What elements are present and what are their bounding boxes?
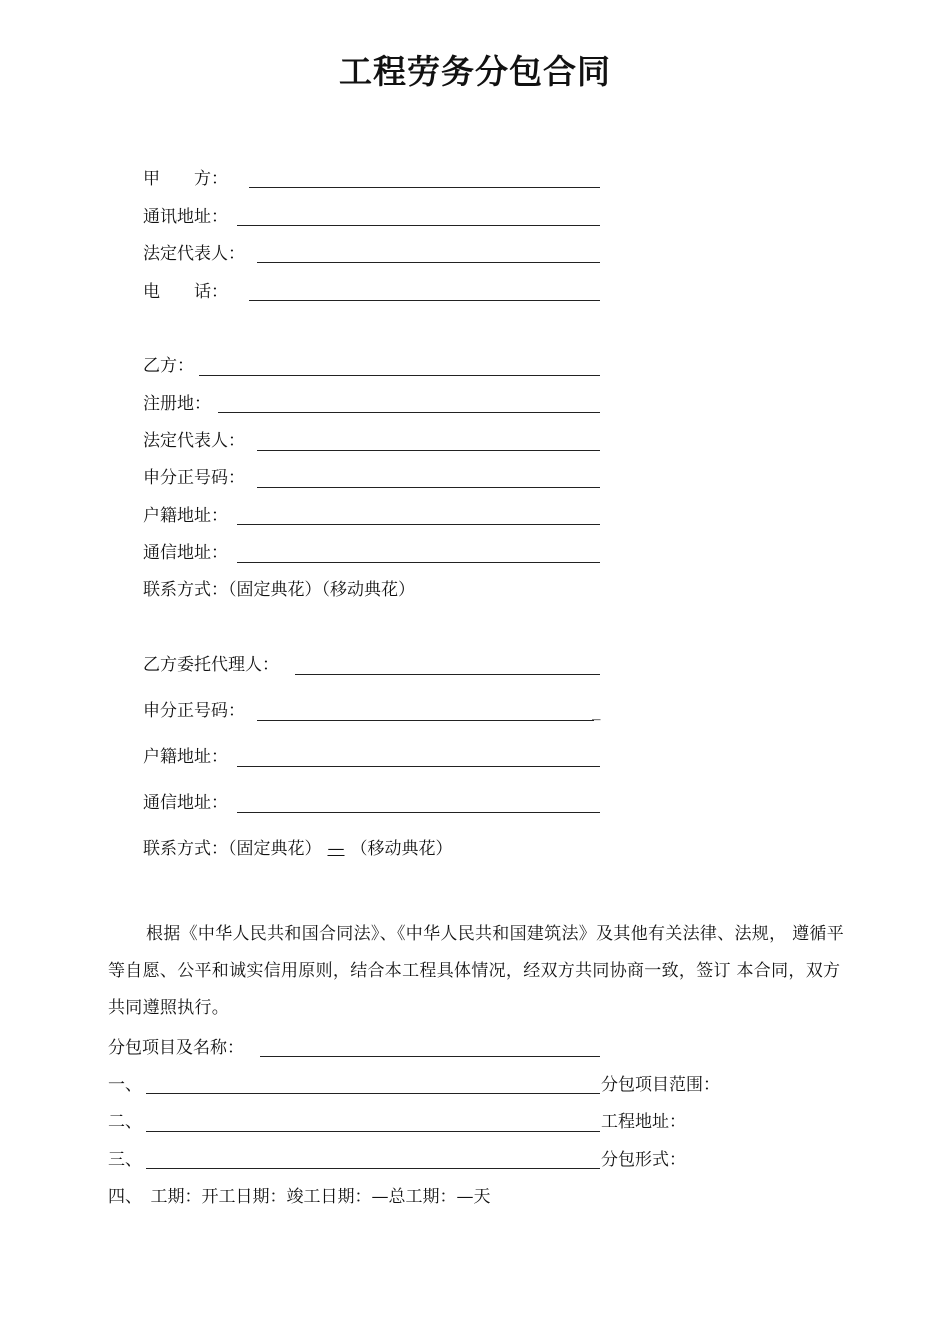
party-b-name-field[interactable] (199, 375, 600, 376)
party-b-reg-label: 注册地： (143, 394, 211, 414)
agent-mail-field[interactable] (237, 812, 600, 813)
agent-id-label: 申分正号码： (143, 701, 245, 721)
agent-name-field[interactable] (295, 674, 600, 675)
agent-name-label: 乙方委托代理人： (143, 655, 279, 675)
item2-field[interactable] (146, 1131, 600, 1132)
party-b-id-field[interactable] (257, 487, 600, 488)
item2-label: 工程地址： (601, 1112, 686, 1132)
project-name-field[interactable] (260, 1056, 600, 1057)
party-b-mail-field[interactable] (237, 562, 600, 563)
party-b-reg-field[interactable] (218, 412, 600, 413)
agent-contact (143, 836, 453, 862)
item1-label: 分包项目范围： (601, 1075, 720, 1095)
agent-household-label: 户籍地址： (143, 747, 228, 767)
project-name-label: 分包项目及名称： (108, 1038, 244, 1058)
item2-prefix: 二、 (108, 1112, 142, 1132)
agent-id-field[interactable] (257, 720, 594, 721)
party-a-name-label: 甲 方： (143, 169, 228, 189)
intro-paragraph: 根据《中华人民共和国合同法》、《中华人民共和国建筑法》及其他有关法律、法规， 遵循平等自愿、公平和诚实信用原则，结合本工程具体情况，经双方共同协商一致，签订 本合同，双方共同遵照执行。 (108, 924, 845, 1018)
item3-prefix: 三、 (108, 1150, 142, 1170)
agent-contact-suffix: （移动典花） (350, 839, 453, 859)
agent-contact-prefix: 联系方式：（固定典花） (143, 839, 322, 859)
agent-id-suffix: _ (592, 701, 601, 721)
party-b-name-label: 乙方： (143, 356, 194, 376)
party-b-household-field[interactable] (237, 524, 600, 525)
party-a-phone-label: 电 话： (143, 282, 228, 302)
party-a-phone-field[interactable] (249, 300, 600, 301)
agent-mail-label: 通信地址： (143, 793, 228, 813)
party-a-rep-field[interactable] (257, 262, 600, 263)
party-b-rep-label: 法定代表人： (143, 431, 245, 451)
party-a-rep-label: 法定代表人： (143, 244, 245, 264)
party-b-mail-label: 通信地址： (143, 543, 228, 563)
party-a-address-label: 通讯地址： (143, 207, 228, 227)
party-b-rep-field[interactable] (257, 450, 600, 451)
agent-household-field[interactable] (237, 766, 600, 767)
item3-label: 分包形式： (601, 1150, 686, 1170)
item1-prefix: 一、 (108, 1075, 142, 1095)
item1-field[interactable] (146, 1093, 600, 1094)
item3-field[interactable] (146, 1168, 600, 1169)
party-a-address-field[interactable] (237, 225, 600, 226)
party-a-name-field[interactable] (249, 187, 600, 188)
party-b-household-label: 户籍地址： (143, 506, 228, 526)
agent-contact-dash: — (327, 839, 345, 859)
party-b-contact: 联系方式：（固定典花）（移动典花） (143, 580, 415, 600)
document-title: 工程劳务分包合同 (339, 52, 611, 91)
item4-schedule: 四、 工期：开工日期：竣工日期：—总工期：—天 (108, 1187, 491, 1207)
party-b-id-label: 申分正号码： (143, 468, 245, 488)
